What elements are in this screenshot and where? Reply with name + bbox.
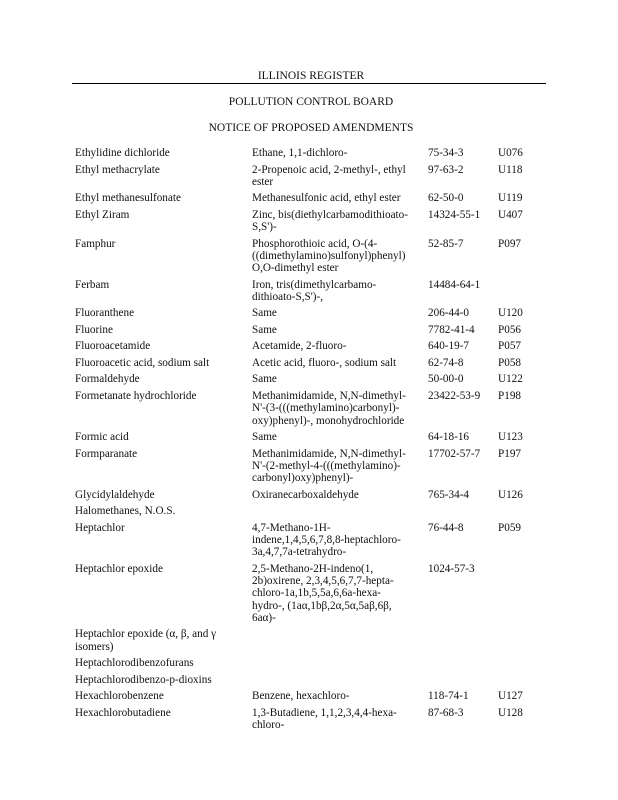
cas-number: 62-50-0 bbox=[428, 192, 464, 205]
chemical-name: Heptachlorodibenzofurans bbox=[75, 657, 194, 670]
table-row bbox=[0, 390, 618, 431]
chemical-name: Heptachlor epoxide bbox=[75, 562, 163, 575]
table-row bbox=[0, 147, 618, 164]
chemical-abstracts-name: Same bbox=[252, 431, 277, 444]
table-row bbox=[0, 628, 618, 657]
waste-number: P197 bbox=[498, 447, 522, 460]
cas-number: 62-74-8 bbox=[428, 356, 464, 369]
chemical-name: Formetanate hydrochloride bbox=[75, 389, 197, 402]
chemical-abstracts-name: 2,5-Methano-2H-indeno(1, 2b)oxirene, 2,3,4,5,6,7,7-hepta- chloro-1a,1b,5,5a,6,6a-hexa- hydro-, (1aα,1bβ,2α,5α,5aβ,6β, 6aα)- bbox=[252, 562, 394, 624]
chemical-abstracts-name: Acetamide, 2-fluoro- bbox=[252, 340, 347, 353]
chemical-name: Ethyl methanesulfonate bbox=[75, 192, 181, 205]
chemical-name: Fluoroacetic acid, sodium salt bbox=[75, 356, 210, 369]
chemical-abstracts-name: Methanesulfonic acid, ethyl ester bbox=[252, 192, 401, 205]
waste-number: U118 bbox=[498, 163, 523, 176]
cas-number: 87-68-3 bbox=[428, 706, 464, 719]
chemical-abstracts-name: 2-Propenoic acid, 2-methyl-, ethyl ester bbox=[252, 163, 406, 188]
chemical-abstracts-name: Methanimidamide, N,N-dimethyl- N'-(3-(((methylamino)carbonyl)- oxy)phenyl)-, monohydrochloride bbox=[252, 389, 406, 427]
table-row bbox=[0, 657, 618, 674]
chemical-name: Formaldehyde bbox=[75, 373, 140, 386]
chemical-abstracts-name: Phosphorothioic acid, O-(4- ((dimethylamino)sulfonyl)phenyl) O,O-dimethyl ester bbox=[252, 237, 406, 275]
chemical-abstracts-name: Same bbox=[252, 323, 277, 336]
table-row bbox=[0, 164, 618, 193]
chemical-abstracts-name: Oxiranecarboxaldehyde bbox=[252, 488, 359, 501]
notice-title: NOTICE OF PROPOSED AMENDMENTS bbox=[208, 122, 414, 134]
chemical-abstracts-name: Acetic acid, fluoro-, sodium salt bbox=[252, 356, 397, 369]
chemical-name: Halomethanes, N.O.S. bbox=[75, 505, 176, 518]
cas-number: 14484-64-1 bbox=[428, 278, 481, 291]
table-row bbox=[0, 505, 618, 522]
table-row bbox=[0, 489, 618, 506]
chemical-name: Famphur bbox=[75, 237, 116, 250]
waste-number: P056 bbox=[498, 323, 522, 336]
table-row bbox=[0, 209, 618, 238]
table-row bbox=[0, 431, 618, 448]
table-row bbox=[0, 340, 618, 357]
register-title: ILLINOIS REGISTER bbox=[257, 70, 365, 82]
waste-number: U122 bbox=[498, 373, 523, 386]
table-row bbox=[0, 238, 618, 279]
table-row bbox=[0, 279, 618, 308]
waste-number: U128 bbox=[498, 706, 523, 719]
chemical-abstracts-name: Methanimidamide, N,N-dimethyl- N'-(2-methyl-4-(((methylamino)- carbonyl)oxy)phenyl)- bbox=[252, 447, 406, 485]
cas-number: 7782-41-4 bbox=[428, 323, 475, 336]
table-row bbox=[0, 307, 618, 324]
chemical-abstracts-name: Same bbox=[252, 373, 277, 386]
chemical-name: Heptachlorodibenzo-p-dioxins bbox=[75, 673, 212, 686]
chemical-abstracts-name: Iron, tris(dimethylcarbamo- dithioato-S,S')-, bbox=[252, 278, 377, 303]
chemical-abstracts-name: Same bbox=[252, 307, 277, 320]
chemical-name: Formparanate bbox=[75, 447, 138, 460]
chemical-name: Fluorine bbox=[75, 323, 113, 336]
chemical-name: Fluoroacetamide bbox=[75, 340, 151, 353]
cas-number: 118-74-1 bbox=[428, 690, 469, 703]
cas-number: 52-85-7 bbox=[428, 237, 464, 250]
cas-number: 97-63-2 bbox=[428, 163, 464, 176]
cas-number: 1024-57-3 bbox=[428, 562, 475, 575]
cas-number: 64-18-16 bbox=[428, 431, 470, 444]
table-row bbox=[0, 690, 618, 707]
chemical-name: Fluoranthene bbox=[75, 307, 135, 320]
cas-number: 206-44-0 bbox=[428, 307, 470, 320]
waste-number: U407 bbox=[498, 208, 523, 221]
chemical-abstracts-name: Ethane, 1,1-dichloro- bbox=[252, 147, 348, 159]
chemical-name: Hexachlorobutadiene bbox=[75, 706, 171, 719]
cas-number: 17702-57-7 bbox=[428, 447, 481, 460]
waste-number: U120 bbox=[498, 307, 523, 320]
cas-number: 14324-55-1 bbox=[428, 208, 481, 221]
waste-number: P058 bbox=[498, 356, 522, 369]
chemical-name: Ethyl methacrylate bbox=[75, 163, 160, 176]
cas-number: 640-19-7 bbox=[428, 340, 470, 353]
chemical-abstracts-name: 4,7-Methano-1H- indene,1,4,5,6,7,8,8-heptachloro- 3a,4,7,7a-tetrahydro- bbox=[252, 521, 401, 559]
chemical-abstracts-name: Benzene, hexachloro- bbox=[252, 690, 350, 703]
table-row bbox=[0, 324, 618, 341]
chemical-name: Glycidylaldehyde bbox=[75, 488, 155, 501]
cas-number: 75-34-3 bbox=[428, 147, 464, 159]
table-row bbox=[0, 448, 618, 489]
chemical-name: Heptachlor bbox=[75, 521, 125, 534]
waste-number: U127 bbox=[498, 690, 523, 703]
table-row bbox=[0, 674, 618, 691]
table-row bbox=[0, 563, 618, 629]
cas-number: 50-00-0 bbox=[428, 373, 464, 386]
chemical-abstracts-name: 1,3-Butadiene, 1,1,2,3,4,4-hexa- chloro- bbox=[252, 706, 397, 732]
table-row bbox=[0, 357, 618, 374]
header-rule bbox=[72, 83, 546, 84]
chemical-name: Ethylidine dichloride bbox=[75, 147, 170, 159]
cas-number: 765-34-4 bbox=[428, 488, 470, 501]
chemical-name: Ethyl Ziram bbox=[75, 208, 130, 221]
table-row bbox=[0, 192, 618, 209]
table-row bbox=[0, 707, 618, 736]
table-row bbox=[0, 373, 618, 390]
waste-number: U126 bbox=[498, 488, 523, 501]
waste-number: U076 bbox=[498, 147, 523, 159]
waste-number: P059 bbox=[498, 521, 522, 534]
table-row bbox=[0, 522, 618, 563]
chemical-name: Formic acid bbox=[75, 431, 129, 444]
cas-number: 76-44-8 bbox=[428, 521, 464, 534]
waste-number: U123 bbox=[498, 431, 523, 444]
chemical-name: Hexachlorobenzene bbox=[75, 690, 164, 703]
cas-number: 23422-53-9 bbox=[428, 389, 481, 402]
waste-number: U119 bbox=[498, 192, 523, 205]
hazardous-constituents-table bbox=[0, 147, 618, 736]
chemical-name: Heptachlor epoxide (α, β, and γ isomers) bbox=[75, 628, 217, 653]
board-title: POLLUTION CONTROL BOARD bbox=[228, 96, 394, 108]
waste-number: P097 bbox=[498, 237, 522, 250]
chemical-name: Ferbam bbox=[75, 278, 110, 291]
waste-number: P057 bbox=[498, 340, 522, 353]
waste-number: P198 bbox=[498, 389, 522, 402]
chemical-abstracts-name: Zinc, bis(diethylcarbamodithioato- S,S')- bbox=[252, 208, 408, 234]
